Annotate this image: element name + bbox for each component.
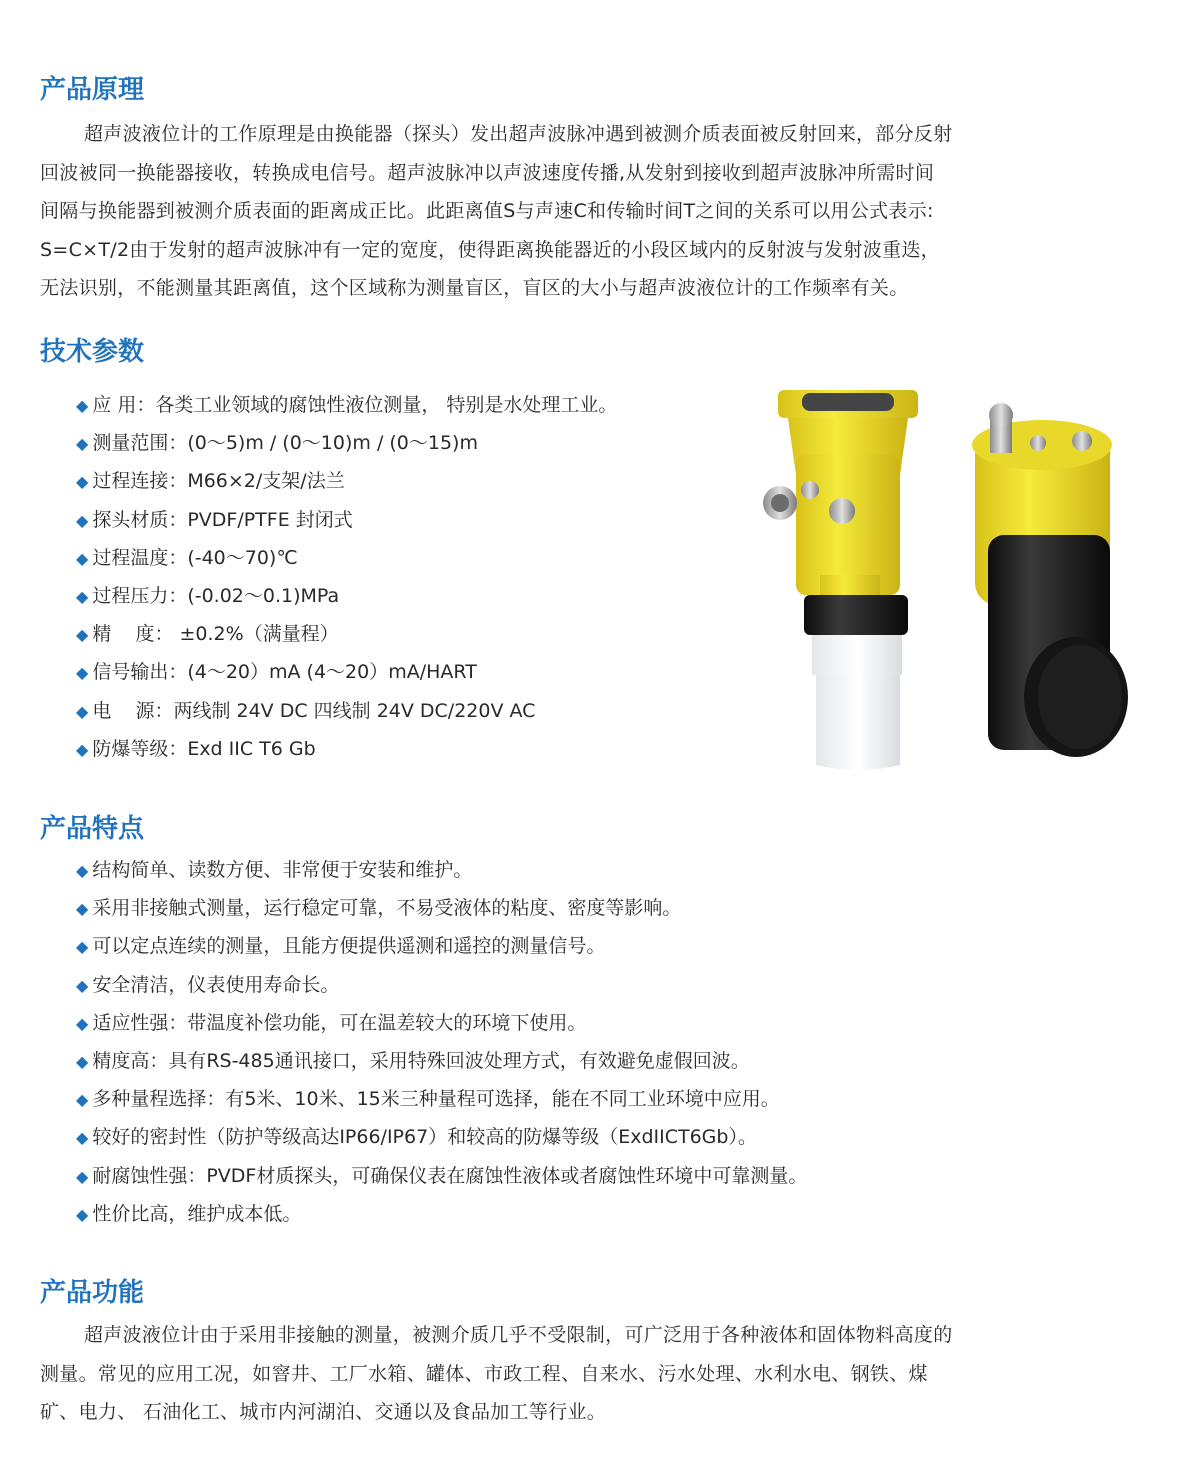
diamond-bullet-icon: ◆ (76, 937, 89, 957)
diamond-bullet-icon: ◆ (76, 510, 89, 530)
feature-item: ◆ 采用非接触式测量，运行稳定可靠，不易受液体的粘度、密度等影响。 (76, 897, 682, 920)
paragraph-line: 间隔与换能器到被测介质表面的距离成正比。此距离值S与声速C和传输时间T之间的关系可以用公式表示: (40, 200, 934, 222)
diamond-bullet-icon: ◆ (76, 548, 89, 568)
spec-item: ◆ 信号输出：(4～20）mA (4～20）mA/HART (76, 661, 477, 684)
diamond-bullet-icon: ◆ (76, 899, 89, 919)
diamond-bullet-icon: ◆ (76, 1128, 89, 1148)
diamond-bullet-icon: ◆ (76, 472, 89, 492)
spec-item: ◆ 过程温度：(-40～70)℃ (76, 546, 298, 569)
diamond-bullet-icon: ◆ (76, 586, 89, 606)
feature-item: ◆ 性价比高，维护成本低。 (76, 1202, 302, 1225)
feature-item: ◆ 安全清洁，仪表使用寿命长。 (76, 973, 340, 996)
paragraph-line: S=C×T/2由于发射的超声波脉冲有一定的宽度，使得距离换能器近的小段区域内的反射波与发射波重迭， (40, 238, 940, 261)
diamond-bullet-icon: ◆ (76, 1166, 89, 1186)
spec-item: ◆ 探头材质：PVDF/PTFE 封闭式 (76, 508, 353, 531)
product-photo (750, 385, 1150, 775)
principle-paragraph (40, 115, 1150, 308)
paragraph-line: 矿、电力、 石油化工、城市内河湖泊、交通以及食品加工等行业。 (40, 1401, 607, 1423)
diamond-bullet-icon: ◆ (76, 663, 89, 683)
functions-paragraph (40, 1316, 1150, 1432)
diamond-bullet-icon: ◆ (76, 975, 89, 995)
sensor-device-angled (972, 403, 1128, 757)
section-title-principle: 产品原理 (40, 75, 145, 105)
feature-item: ◆ 多种量程选择：有5米、10米、15米三种量程可选择，能在不同工业环境中应用。 (76, 1088, 780, 1111)
spec-item: ◆ 精 度： ±0.2%（满量程） (76, 623, 339, 646)
feature-item: ◆ 结构简单、读数方便、非常便于安装和维护。 (76, 859, 473, 881)
section-title-functions: 产品功能 (40, 1278, 145, 1308)
paragraph-line: 无法识别，不能测量其距离值，这个区域称为测量盲区，盲区的大小与超声波液位计的工作频率有关。 (40, 277, 909, 299)
sensor-device-front (763, 390, 918, 770)
diamond-bullet-icon: ◆ (76, 701, 89, 721)
diamond-bullet-icon: ◆ (76, 434, 89, 454)
spec-item: ◆ 防爆等级：Exd IIC T6 Gb (76, 737, 316, 760)
diamond-bullet-icon: ◆ (76, 1204, 89, 1224)
feature-item: ◆ 可以定点连续的测量，且能方便提供遥测和遥控的测量信号。 (76, 935, 606, 958)
paragraph-line: 回波被同一换能器接收，转换成电信号。超声波脉冲以声波速度传播,从发射到接收到超声波脉冲所需时间 (40, 161, 935, 184)
diamond-bullet-icon: ◆ (76, 1051, 89, 1071)
diamond-bullet-icon: ◆ (76, 861, 89, 880)
spec-item: ◆ 过程连接：M66×2/支架/法兰 (76, 470, 345, 493)
spec-item: ◆ 过程压力：(-0.02～0.1)MPa (76, 584, 340, 607)
feature-item: ◆ 耐腐蚀性强：PVDF材质探头，可确保仪表在腐蚀性液体或者腐蚀性环境中可靠测量。 (76, 1164, 808, 1187)
feature-item: ◆ 较好的密封性（防护等级高达IP66/IP67）和较高的防爆等级（ExdIICT6Gb）。 (76, 1126, 757, 1149)
diamond-bullet-icon: ◆ (76, 1013, 89, 1033)
paragraph-line: 超声波液位计由于采用非接触的测量，被测介质几乎不受限制，可广泛用于各种液体和固体物料高度的 (84, 1324, 953, 1346)
diamond-bullet-icon: ◆ (76, 625, 89, 645)
diamond-bullet-icon: ◆ (76, 396, 89, 415)
feature-item: ◆ 适应性强：带温度补偿功能，可在温差较大的环境下使用。 (76, 1011, 587, 1034)
diamond-bullet-icon: ◆ (76, 739, 89, 759)
spec-list (76, 386, 617, 768)
paragraph-line: 测量。常见的应用工况，如窨井、工厂水箱、罐体、市政工程、自来水、污水处理、水利水电、钢铁、煤 (40, 1362, 928, 1385)
spec-item: ◆ 测量范围：(0～5)m / (0～10)m / (0～15)m (76, 432, 478, 455)
feature-item: ◆ 精度高：具有RS-485通讯接口，采用特殊回波处理方式，有效避免虚假回波。 (76, 1049, 750, 1072)
diamond-bullet-icon: ◆ (76, 1090, 89, 1110)
spec-item: ◆ 电 源：两线制 24V DC 四线制 24V DC/220V AC (76, 699, 536, 722)
section-title-specs: 技术参数 (40, 337, 145, 367)
spec-item: ◆ 应 用：各类工业领域的腐蚀性液位测量， 特别是水处理工业。 (76, 394, 618, 416)
feature-list (76, 851, 807, 1233)
paragraph-line: 超声波液位计的工作原理是由换能器（探头）发出超声波脉冲遇到被测介质表面被反射回来，部分反射 (84, 123, 953, 145)
section-title-features: 产品特点 (40, 814, 145, 844)
